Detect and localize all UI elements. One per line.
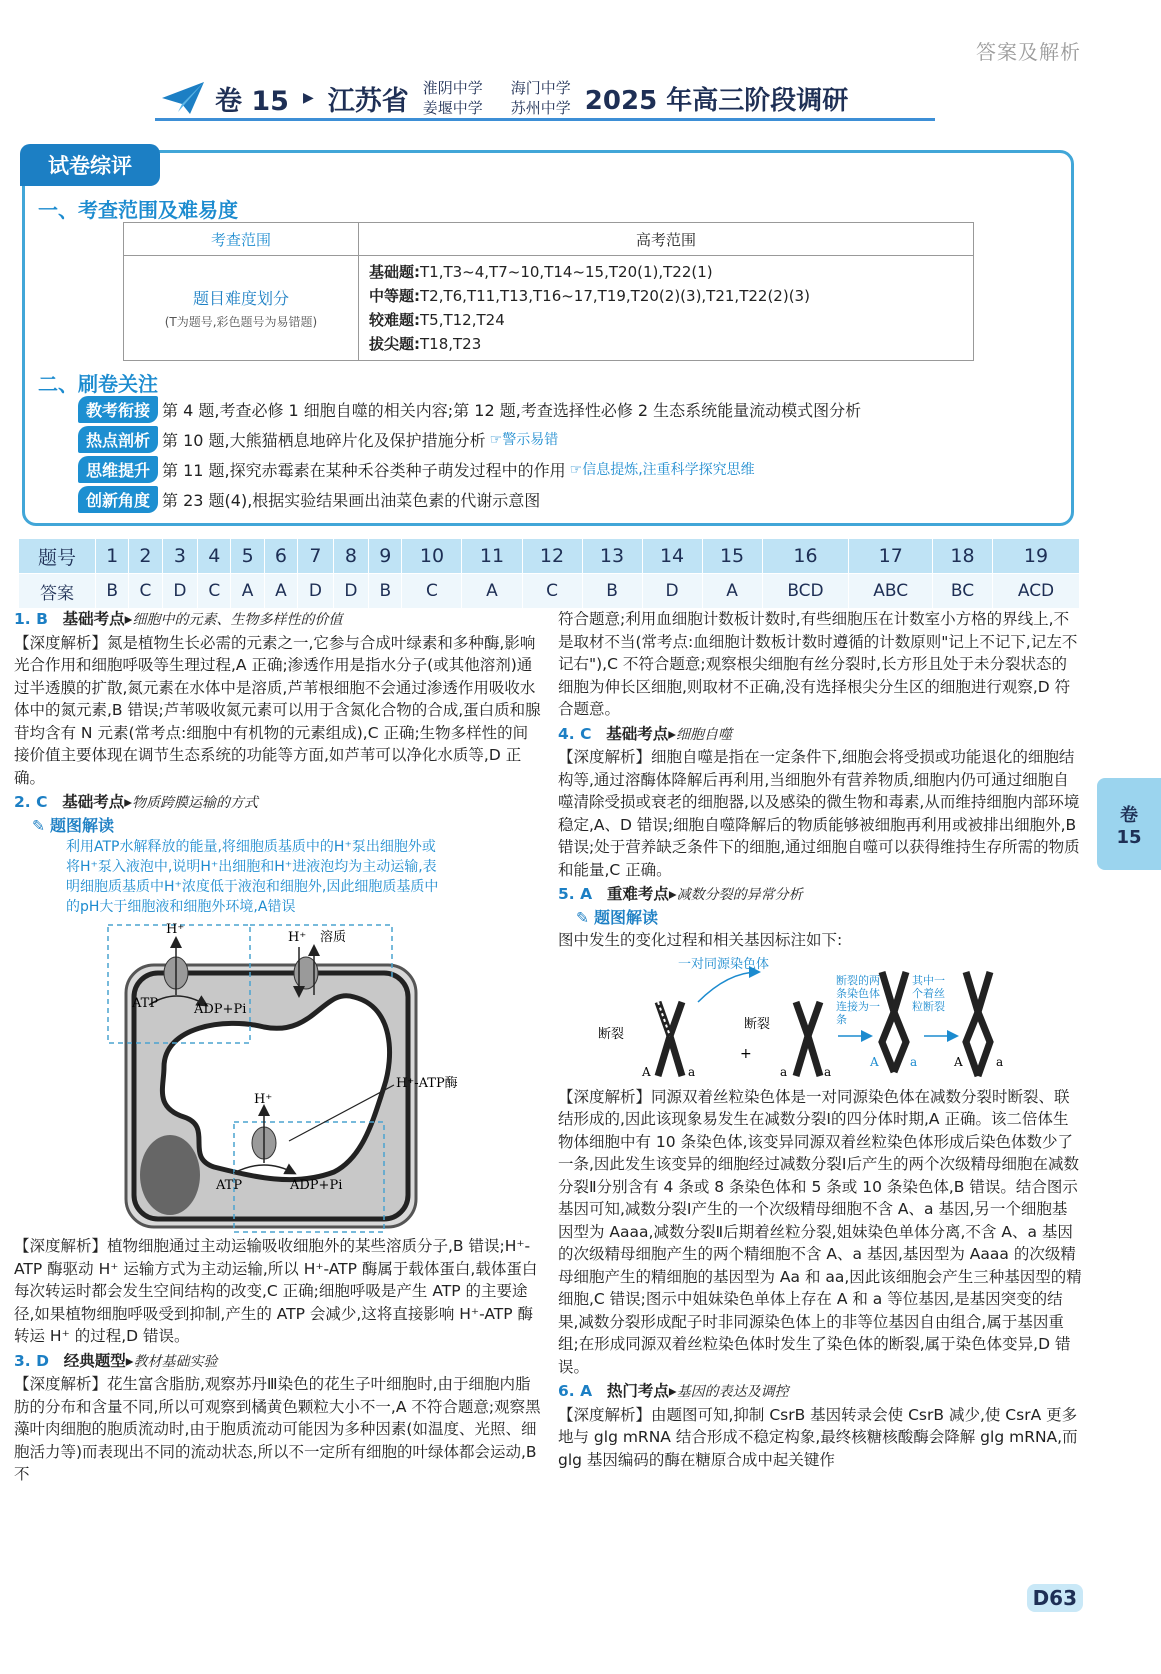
q5-keypoint-value: 减数分裂的异常分析 — [676, 887, 803, 903]
q2-header — [14, 791, 542, 815]
fig-label: ATP — [216, 1178, 243, 1193]
q4-number: 4. C — [558, 724, 592, 743]
focus-tag: 思维提升 — [78, 456, 158, 483]
title-underline — [155, 118, 935, 121]
answer-cell: A — [231, 574, 264, 609]
q5-number: 5. A — [558, 885, 593, 903]
page-number: D63 — [1027, 1584, 1083, 1612]
fig5-note: 断裂的两条染色体连接为一条 — [836, 973, 880, 1026]
answer-cell: A — [264, 574, 297, 609]
difficulty-label: 题目难度划分 — [192, 289, 289, 308]
question-number-cell: 7 — [298, 539, 334, 574]
focus-tag: 创新角度 — [78, 486, 158, 513]
fig-label: 溶质 — [320, 930, 347, 945]
answer-cell: D — [333, 574, 369, 609]
question-number-row — [19, 539, 1080, 574]
q2-figure-note: 利用ATP水解释放的能量,将细胞质基质中的H⁺泵出细胞外或将H⁺泵入液泡中,说明H⁺出细胞和H⁺进液泡均为主动运输,表明细胞质基质中H⁺浓度低于液泡和细胞外,因此细胞质基质中的pH大于细胞液和细胞外环境,A错误 — [66, 839, 439, 915]
q3-explanation: 【深度解析】花生富含脂肪,观察苏丹Ⅲ染色的花生子叶细胞时,由于细胞内脂肪的分布和含量不同,所以可观察到橘黄色颗粒大小不一,A 不符合题意;观察黑藻叶肉细胞的胞质流动时,由于胞质流动可能因为多种因素(如温度、光照、细胞活力等)而表现出不同的流动状态,所以不一定所有细胞的叶绿体都会运动,B 不 — [14, 1375, 541, 1483]
question-number-cell: 4 — [198, 539, 231, 574]
fig5-label: 一对同源染色体 — [678, 956, 770, 972]
focus-text: 第 10 题,大熊猫栖息地碎片化及保护措施分析 — [162, 430, 486, 450]
answer-cell: C — [198, 574, 231, 609]
q6-number: 6. A — [558, 1382, 593, 1400]
q6-keypoint: 热门考点▸ — [606, 1382, 677, 1400]
question-number-cell: 9 — [369, 539, 402, 574]
focus-note: ☞信息提炼,注重科学探究思维 — [569, 462, 755, 478]
cell-diagram — [94, 917, 524, 1235]
answer-cell: B — [96, 574, 129, 609]
fig-label: H⁺ — [288, 930, 307, 945]
q1-keypoint: 基础考点▸ — [62, 610, 133, 628]
q6-explanation: 【深度解析】由题图可知,抑制 CsrB 基因转录会使 CsrB 减少,使 CsrA 更多地与 glg mRNA 结合形成不稳定构象,最终核糖核酸酶会降解 glg mRNA,而 glg 基因编码的酶在糖原合成中起关键作 — [558, 1405, 1078, 1469]
answer-cell: D — [298, 574, 334, 609]
fig-label: ATP — [132, 996, 159, 1011]
focus-item — [78, 394, 1053, 424]
plus-sign: + — [740, 1045, 752, 1062]
question-number-cell: 5 — [231, 539, 264, 574]
focus-item — [78, 454, 1053, 484]
question-number-cell: 14 — [642, 539, 702, 574]
fig-label: H⁺ — [254, 1092, 273, 1107]
q4-keypoint-value: 细胞自噬 — [676, 726, 733, 743]
exam-title: 2025 年高三阶段调研 — [584, 85, 849, 116]
gene-label: A — [954, 1054, 963, 1069]
left-column — [14, 608, 542, 1486]
province-label: 江苏省 — [327, 85, 409, 117]
gene-label: A — [870, 1054, 879, 1069]
question-number-cell: 2 — [129, 539, 162, 574]
side-tab-line1: 卷 — [1120, 804, 1138, 826]
arrow-icon: ▶ — [302, 90, 314, 106]
question-label: 题号 — [19, 539, 96, 574]
q1-keypoint-value: 细胞中的元素、生物多样性的价值 — [132, 612, 343, 628]
chromosome-diagram — [558, 952, 1078, 1086]
answer-cell: A — [462, 574, 522, 609]
focus-item — [78, 424, 1053, 454]
q6-header — [558, 1380, 1082, 1404]
section-1-title: 一、考查范围及难易度 — [38, 198, 238, 222]
question-number-cell: 13 — [582, 539, 642, 574]
question-number-cell: 6 — [264, 539, 297, 574]
q2-figure-reading — [32, 815, 542, 838]
volume-label: 卷 15 — [215, 85, 289, 117]
answer-cell: D — [162, 574, 198, 609]
q4-explanation: 【深度解析】细胞自噬是指在一定条件下,细胞会将受损或功能退化的细胞结构等,通过溶酶体降解后再利用,当细胞外有营养物质,细胞内仍可通过细胞自噬清除受损或衰老的细胞器,以及感染的微生物和毒素,从而维持细胞内部环境稳定,A、D 错误;细胞自噬降解后的物质能够被细胞再利用或被排出细胞外,B 错误;处于营养缺乏条件下的细胞,通过细胞自噬可以获得维持生存所需的物质和能量,C 正确。 — [558, 748, 1080, 879]
review-tab: 试卷综评 — [20, 144, 160, 186]
gene-label: a — [996, 1054, 1004, 1069]
school: 淮阴中学 — [422, 79, 483, 97]
nucleus — [140, 1135, 200, 1215]
q2-explanation: 【深度解析】植物细胞通过主动运输吸收细胞外的某些溶质分子,B 错误;H⁺-ATP 酶驱动 H⁺ 运输方式为主动运输,所以 H⁺-ATP 酶属于载体蛋白,载体蛋白每次转运时都会发生空间结构的改变,C 正确;细胞呼吸是产生 ATP 的主要途径,如果植物细胞呼吸受到抑制,产生的 ATP 会减少,这将直接影响 H⁺-ATP 酶转运 H⁺ 的过程,D 错误。 — [14, 1237, 538, 1345]
question-number-cell: 16 — [762, 539, 849, 574]
level-label: 较难题: — [369, 311, 420, 329]
paper-plane-icon — [160, 78, 206, 118]
q4-header — [558, 723, 1082, 747]
question-number-cell: 19 — [993, 539, 1080, 574]
focus-tag: 教考衔接 — [78, 396, 158, 423]
q1-explanation: 【深度解析】氮是植物生长必需的元素之一,它参与合成叶绿素和多种酶,影响光合作用和细胞呼吸等生理过程,A 正确;渗透作用是指水分子(或其他溶剂)通过半透膜的扩散,氮元素在水体中是溶质,芦苇根细胞不会通过渗透作用吸收水体中的氮元素,B 错误;芦苇吸收氮元素可以用于含氮化合物的合成,蛋白质和腺苷均含有 N 元素(常考点:细胞中有机物的元素组成),C 正确;生物多样性的间接价值主要体现在调节生态系统的功能等方面,如芦苇可以净化水质等,D 正确。 — [14, 633, 541, 787]
q5-keypoint: 重难考点▸ — [606, 885, 677, 903]
answer-cell: A — [702, 574, 762, 609]
section-tag: 答案及解析 — [976, 40, 1081, 64]
side-tab-line2: 15 — [1116, 826, 1142, 848]
gene-label: a — [910, 1054, 918, 1069]
chromosome-pair-1 — [658, 1002, 682, 1076]
answer-label: 答案 — [19, 574, 96, 609]
volume-side-tab — [1097, 778, 1161, 870]
question-number-cell: 10 — [402, 539, 462, 574]
question-number-cell: 8 — [333, 539, 369, 574]
level-items: T1,T3~4,T7~10,T14~15,T20(1),T22(1) — [420, 263, 713, 281]
answer-row — [19, 574, 1080, 609]
level-label: 基础题: — [369, 263, 420, 281]
gene-label: a — [824, 1064, 832, 1079]
focus-note: ☞警示易错 — [489, 432, 559, 448]
focus-item — [78, 484, 1053, 514]
answer-table — [18, 538, 1080, 609]
school: 苏州中学 — [510, 99, 571, 117]
level-items: T18,T23 — [420, 335, 482, 353]
arrow — [698, 972, 758, 1002]
focus-text: 第 23 题(4),根据实验结果画出油菜色素的代谢示意图 — [162, 490, 541, 510]
difficulty-medium — [369, 284, 963, 308]
question-number-cell: 18 — [933, 539, 993, 574]
school-list — [423, 78, 571, 118]
level-items: T2,T6,T11,T13,T16~17,T19,T20(2)(3),T21,T22(2)(3) — [420, 287, 810, 305]
difficulty-hard — [369, 308, 963, 332]
question-number-cell: 1 — [96, 539, 129, 574]
q4-keypoint: 基础考点▸ — [606, 724, 677, 743]
figure-reading-label: 题图解读 — [593, 907, 658, 927]
focus-text: 第 4 题,考查必修 1 细胞自噬的相关内容;第 12 题,考查选择性必修 2 生态系统能量流动模式图分析 — [162, 400, 862, 420]
q3-keypoint: 经典题型▸ — [63, 1351, 134, 1370]
fig5-label: 断裂 — [744, 1016, 771, 1032]
figure-reading-label: 题图解读 — [49, 815, 114, 835]
difficulty-sublabel: (T为题号,彩色题号为易错题) — [164, 315, 318, 329]
answer-cell: C — [129, 574, 162, 609]
gene-label: A — [642, 1064, 651, 1079]
answer-cell: BCD — [762, 574, 849, 609]
answer-cell: B — [369, 574, 402, 609]
q1-header — [14, 608, 542, 632]
answer-cell: C — [522, 574, 582, 609]
q2-number: 2. C — [14, 793, 48, 811]
pencil-icon: ✎ — [32, 816, 45, 835]
gene-label: a — [688, 1064, 696, 1079]
fig-label: ADP+Pi — [194, 1002, 247, 1017]
gaokao-header: 高考范围 — [359, 223, 974, 256]
scope-header: 考查范围 — [124, 223, 359, 256]
answer-cell: D — [642, 574, 702, 609]
q3-explanation-cont: 符合题意;利用血细胞计数板计数时,有些细胞压在计数室小方格的界线上,不是取材不当(常考点:血细胞计数板计数时遵循的计数原则"记上不记下,记左不记右"),C 不符合题意;观察根尖细胞有丝分裂时,长方形且处于未分裂状态的细胞为伸长区细胞,则取材不正确,没有选择根尖分生区的细胞进行观察,D 符合题意。 — [558, 610, 1078, 718]
question-number-cell: 17 — [849, 539, 933, 574]
q5-header — [558, 883, 1082, 907]
answer-cell: ACD — [993, 574, 1080, 609]
difficulty-top — [369, 332, 963, 356]
fig-label: H⁺ — [166, 922, 185, 937]
right-column — [558, 608, 1082, 1471]
chromosome-final — [966, 972, 990, 1076]
fig5-label: 断裂 — [598, 1026, 625, 1042]
title-row — [215, 78, 848, 118]
chromosome-pair-2 — [796, 1002, 820, 1076]
scope-table — [123, 222, 974, 361]
focus-list — [78, 394, 1053, 514]
focus-tag: 热点剖析 — [78, 426, 158, 453]
difficulty-basic — [369, 260, 963, 284]
q5-figure-reading — [576, 907, 1082, 930]
q2-keypoint: 基础考点▸ — [62, 793, 133, 811]
gene-label: a — [780, 1064, 788, 1079]
fig-label: H⁺-ATP酶 — [396, 1076, 458, 1091]
pencil-icon: ✎ — [576, 908, 589, 927]
answer-cell: BC — [933, 574, 993, 609]
q5-intro: 图中发生的变化过程和相关基因标注如下: — [558, 931, 843, 949]
school: 海门中学 — [510, 79, 571, 97]
q5-explanation: 【深度解析】同源双着丝粒染色体是一对同源染色体在减数分裂时断裂、联结形成的,因此该现象易发生在减数分裂Ⅰ的四分体时期,A 正确。该二倍体生物体细胞中有 10 条染色体,该变异同源双着丝粒染色体形成后染色体数少了一条,因此发生该变异的细胞经过减数分裂Ⅰ后产生的两个次级精母细胞在减数分裂Ⅱ分别含有 4 条或 8 条染色体和 5 条或 10 条染色体,B 错误。结合图示基因可知,减数分裂Ⅰ产生的一个次级精母细胞不含 A、a 基因,另一个细胞基因型为 Aaaa,减数分裂Ⅱ后期着丝粒分裂,姐妹染色单体分离,不含 A、a 基因的次级精母细胞产生的两个精细胞不含 A、a 基因,基因型为 Aaaa 的次级精母细胞产生的精细胞的基因型为 Aa 和 aa,因此该细胞会产生三种基因型的精细胞,C 错误;图示中姐妹染色单体上存在 A 和 a 等位基因,是基因突变的结果,减数分裂形成配子时非同源染色体上的非等位基因自由组合,属于基因重组;在形成同源双着丝粒染色体时发生了染色体的断裂,属于染色体变异,D 错误。 — [558, 1087, 1082, 1376]
level-label: 中等题: — [369, 287, 420, 305]
school: 姜堰中学 — [422, 99, 483, 117]
fig5-note: 其中一个着丝粒断裂 — [912, 973, 945, 1013]
q2-keypoint-value: 物质跨膜运输的方式 — [132, 795, 259, 811]
question-number-cell: 15 — [702, 539, 762, 574]
q3-header — [14, 1350, 542, 1374]
focus-text: 第 11 题,探究赤霉素在某种禾谷类种子萌发过程中的作用 — [162, 460, 566, 480]
answer-cell: B — [582, 574, 642, 609]
question-number-cell: 3 — [162, 539, 198, 574]
level-label: 拔尖题: — [369, 335, 420, 353]
question-number-cell: 11 — [462, 539, 522, 574]
level-items: T5,T12,T24 — [420, 311, 505, 329]
question-number-cell: 12 — [522, 539, 582, 574]
answer-cell: ABC — [849, 574, 933, 609]
q3-number: 3. D — [14, 1351, 49, 1370]
q1-number: 1. B — [14, 610, 48, 628]
q6-keypoint-value: 基因的表达及调控 — [676, 1384, 789, 1400]
section-2-title: 二、刷卷关注 — [38, 372, 158, 396]
q3-keypoint-value: 教材基础实验 — [133, 1353, 218, 1370]
fig-label: ADP+Pi — [290, 1178, 343, 1193]
answer-cell: C — [402, 574, 462, 609]
